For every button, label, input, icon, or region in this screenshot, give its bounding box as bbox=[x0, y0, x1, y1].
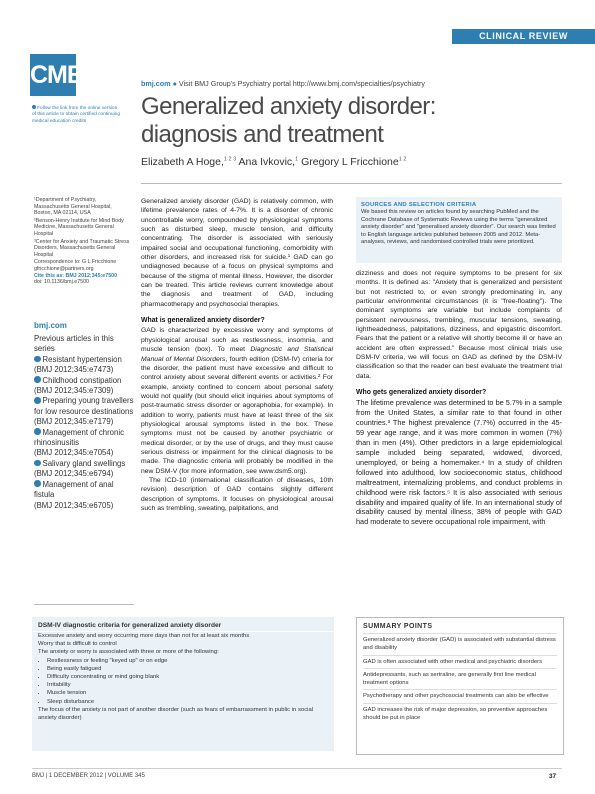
previous-article-link[interactable]: Resistant hypertension (BMJ 2012;345:e7473) bbox=[34, 354, 122, 375]
previous-articles-heading: Previous articles in this series bbox=[34, 334, 114, 354]
body-paragraph: The ICD-10 (international classification of diseases, 10th revision) description of GAD contains slightly different description of symptoms. It focuses on physiological arousal such as trembling, sweating, palpitations, and bbox=[141, 476, 333, 512]
previous-article-link[interactable]: Salivary gland swellings (BMJ 2012;345:e6794) bbox=[34, 458, 126, 479]
sidebar-divider bbox=[34, 604, 134, 605]
previous-article-link[interactable]: Management of chronic rhinosinusitis (BMJ 2012;345:e7054) bbox=[34, 427, 124, 458]
article-title bbox=[141, 93, 461, 149]
affiliation: ¹Department of Psychiatry, Massachusetts General Hospital, Boston, MA 02114, USA bbox=[34, 197, 112, 217]
doi: doi: 10.1136/bmj.e7500 bbox=[34, 279, 89, 286]
sidebar-site[interactable]: bmj.com bbox=[34, 321, 67, 330]
author-affiliation-marks: 1 2 3 bbox=[223, 156, 237, 163]
portal-line[interactable] bbox=[141, 79, 425, 88]
previous-article-link[interactable]: Management of anal fistula (BMJ 2012;345:e6705) bbox=[34, 479, 114, 510]
summary-point: Psychotherapy and other psychosocial treatments can also be effective bbox=[363, 689, 557, 702]
cme-badge[interactable]: CME bbox=[30, 54, 76, 96]
body-column-2 bbox=[356, 269, 562, 527]
section-heading: Who gets generalized anxiety disorder? bbox=[356, 389, 487, 397]
portal-site: bmj.com bbox=[141, 79, 171, 88]
title-line-2: diagnosis and treatment bbox=[141, 121, 384, 148]
footer-journal: BMJ | 1 DECEMBER 2012 | VOLUME 345 bbox=[32, 773, 145, 779]
summary-point: GAD increases the risk of major depression, so preventive approaches should be put in place bbox=[363, 703, 557, 725]
dsm-criterion: The anxiety or worry is associated with three or more of the following: bbox=[38, 649, 219, 656]
author-list bbox=[141, 156, 406, 168]
section-heading: What is generalized anxiety disorder? bbox=[141, 317, 265, 325]
affiliation: ²Benson-Henry Institute for Mind Body Medicine, Massachusetts General Hospital bbox=[34, 217, 124, 237]
summary-point: Antidepressants, such as sertraline, are generally first line medical treatment options bbox=[363, 668, 557, 690]
arrow-bullet-icon bbox=[34, 356, 41, 363]
author-affiliation-marks: 1 2 bbox=[398, 156, 407, 163]
summary-heading: SUMMARY POINTS bbox=[363, 623, 433, 630]
dsm-symptom-list bbox=[32, 657, 334, 706]
footer-divider bbox=[32, 768, 562, 769]
affiliations bbox=[34, 197, 130, 286]
dsm-criterion: The focus of the anxiety is not part of another disorder (such as fears of embarrassment in public in social anxiety disorder) bbox=[38, 706, 314, 722]
body-paragraph: The lifetime prevalence was determined to be 5.7% in a sample from the United States, a similar rate to that found in other countries.³ The highest prevalence (7.7%) occurred in the 45-59 year age range, and it was more common in women (7%) than in men (4%). Other predictors in a large epidemiological sample included being separated, widowed, divorced, unemployed, or being a homemaker.⁴ In a study of children followed into adulthood, low socioeconomic status, childhood maltreatment, internalizing problems, and conduct problems in childhood were risk factors.⁵ It is also associated with serious disability and impaired quality of life. In an international study of disability caused by mental illness, 38% of people with GAD had moderate to severe occupational role impairment, with bbox=[356, 398, 562, 527]
dsm-criterion: Excessive anxiety and worry occurring more days than not for at least six months bbox=[38, 633, 250, 639]
page-number: 37 bbox=[549, 773, 557, 780]
arrow-bullet-icon bbox=[34, 460, 41, 467]
arrow-icon: ● bbox=[172, 79, 177, 88]
dsm-symptom: • Difficulty concentrating or mind going blank bbox=[47, 673, 334, 681]
section-banner: CLINICAL REVIEW bbox=[452, 29, 595, 44]
dsm-symptom: • Irritability bbox=[47, 681, 334, 689]
arrow-bullet-icon bbox=[34, 376, 41, 383]
dsm-criteria-box bbox=[32, 617, 334, 751]
summary-point: Generalized anxiety disorder (GAD) is associated with substantial distress and disability bbox=[363, 633, 557, 655]
dsm-criterion: Worry that is difficult to control bbox=[38, 641, 117, 648]
previous-articles bbox=[34, 334, 134, 511]
bullet-icon bbox=[32, 105, 36, 109]
previous-article-link[interactable]: Preparing young travellers for low resource destinations (BMJ 2012;345:e7179) bbox=[34, 396, 134, 427]
body-paragraph: GAD is characterized by excessive worry and symptoms of physiological arousal such as restlessness, insomnia, and muscle tension (box). To meet Diagnostic and Statistical Manual of Mental Disorders, fourth edition (DSM-IV) criteria for the disorder, the patient must have excessive and difficult to control anxiety about several different events or activities.² For example, anxiety confined to concern about personal safety would not qualify (but should elicit inquiries about symptoms of post-traumatic stress disorder or agoraphobia, for example). In addition to worry, patients must have at least three of the six physiological arousal symptoms listed in the box. These symptoms must not be caused by another psychiatric or medical disorder, or by the use of drugs, and they must cause serious distress or impairment for the clinical diagnosis to be made. The diagnostic criteria will probably be modified in the new DSM-V (for more information, see www.dsm5.org). bbox=[141, 327, 333, 475]
title-line-1: Generalized anxiety disorder: bbox=[141, 93, 436, 120]
cite-this: Cite this as: BMJ 2012;345:e7500 bbox=[34, 272, 118, 279]
dsm-heading: DSM-IV diagnostic criteria for generalized anxiety disorder bbox=[38, 622, 222, 629]
body-paragraph: dizziness and does not require symptoms to be present for six months. It is defined as: "Anxiety that is generalized and persistent but not restricted to, or even strongly predominating in, any particular environmental circumstances (it is "free-floating"). The dominant symptoms are variable but include complaints of persistent nervousness, trembling, muscular tensions, sweating, lightheadedness, palpitations, dizziness, and epigastric discomfort. Fears that the patient or a relative will shortly become ill or have an accident are often expressed." Because most clinical trials use DSM-IV criteria, we will focus on GAD as defined by the DSM-IV classification so that the reader can best evaluate the treatment trial data. bbox=[356, 270, 562, 380]
portal-text: Visit BMJ Group's Psychiatry portal http://www.bmj.com/specialties/psychiatry bbox=[178, 79, 425, 88]
dsm-symptom: • Restlessness or feeling "keyed up" or on edge bbox=[47, 657, 334, 665]
sources-box bbox=[356, 197, 562, 263]
cme-note: Follow the link from the online version of this article to obtain certified continuing medical education credits bbox=[32, 106, 120, 124]
affiliation: ³Center for Anxiety and Traumatic Stress Disorders, Massachusetts General Hospital bbox=[34, 238, 130, 258]
dsm-symptom: • Sleep disturbance bbox=[47, 698, 334, 706]
correspondence: Correspondence to: G L Fricchione gfricchione@partners.org bbox=[34, 259, 117, 272]
arrow-bullet-icon bbox=[34, 428, 41, 435]
arrow-bullet-icon bbox=[34, 397, 41, 404]
summary-point: GAD is often associated with other medical and psychiatric disorders bbox=[363, 655, 557, 668]
author: Gregory L Fricchione bbox=[301, 156, 399, 168]
summary-points-box bbox=[356, 617, 564, 755]
body-column-1 bbox=[141, 197, 333, 513]
dsm-symptom: • Being easily fatigued bbox=[47, 665, 334, 673]
author-affiliation-marks: 1 bbox=[295, 156, 299, 163]
sources-text: We based this review on articles found by searching PubMed and the Cochrane Database of Systematic Reviews using the terms "generalized anxiety disorder" and "generalised anxiety disorder". Our search was limited to English language articles published between 2005 and 2012. Meta-analyses, reviews, and randomised controlled trials were prioritized. bbox=[361, 209, 556, 246]
dsm-symptom: • Muscle tension bbox=[47, 689, 334, 697]
title-divider bbox=[141, 183, 562, 184]
author: Elizabeth A Hoge, bbox=[141, 156, 224, 168]
intro-paragraph: Generalized anxiety disorder (GAD) is relatively common, with lifetime prevalence rates of 4-7%. It is a disorder of chronic uncontrollable worry, compounded by physiological symptoms such as disturbed sleep, muscle tension, and difficulty concentrating. The disorder is associated with seriously impaired social and occupational functioning, comorbidity with other disorders, and increased risk for suicide.¹ GAD can go undiagnosed because of a focus on physical symptoms and because of the stigma of mental illness. However, the disorder can be treated. This article reviews current knowledge about the diagnosis and treatment of GAD, including pharmacotherapy and psychosocial therapies. bbox=[141, 198, 333, 308]
previous-article-link[interactable]: Childhood constipation (BMJ 2012;345:e7309) bbox=[34, 375, 122, 396]
author: Ana Ivkovic, bbox=[238, 156, 296, 168]
sources-heading: SOURCES AND SELECTION CRITERIA bbox=[361, 202, 477, 208]
arrow-bullet-icon bbox=[34, 480, 41, 487]
